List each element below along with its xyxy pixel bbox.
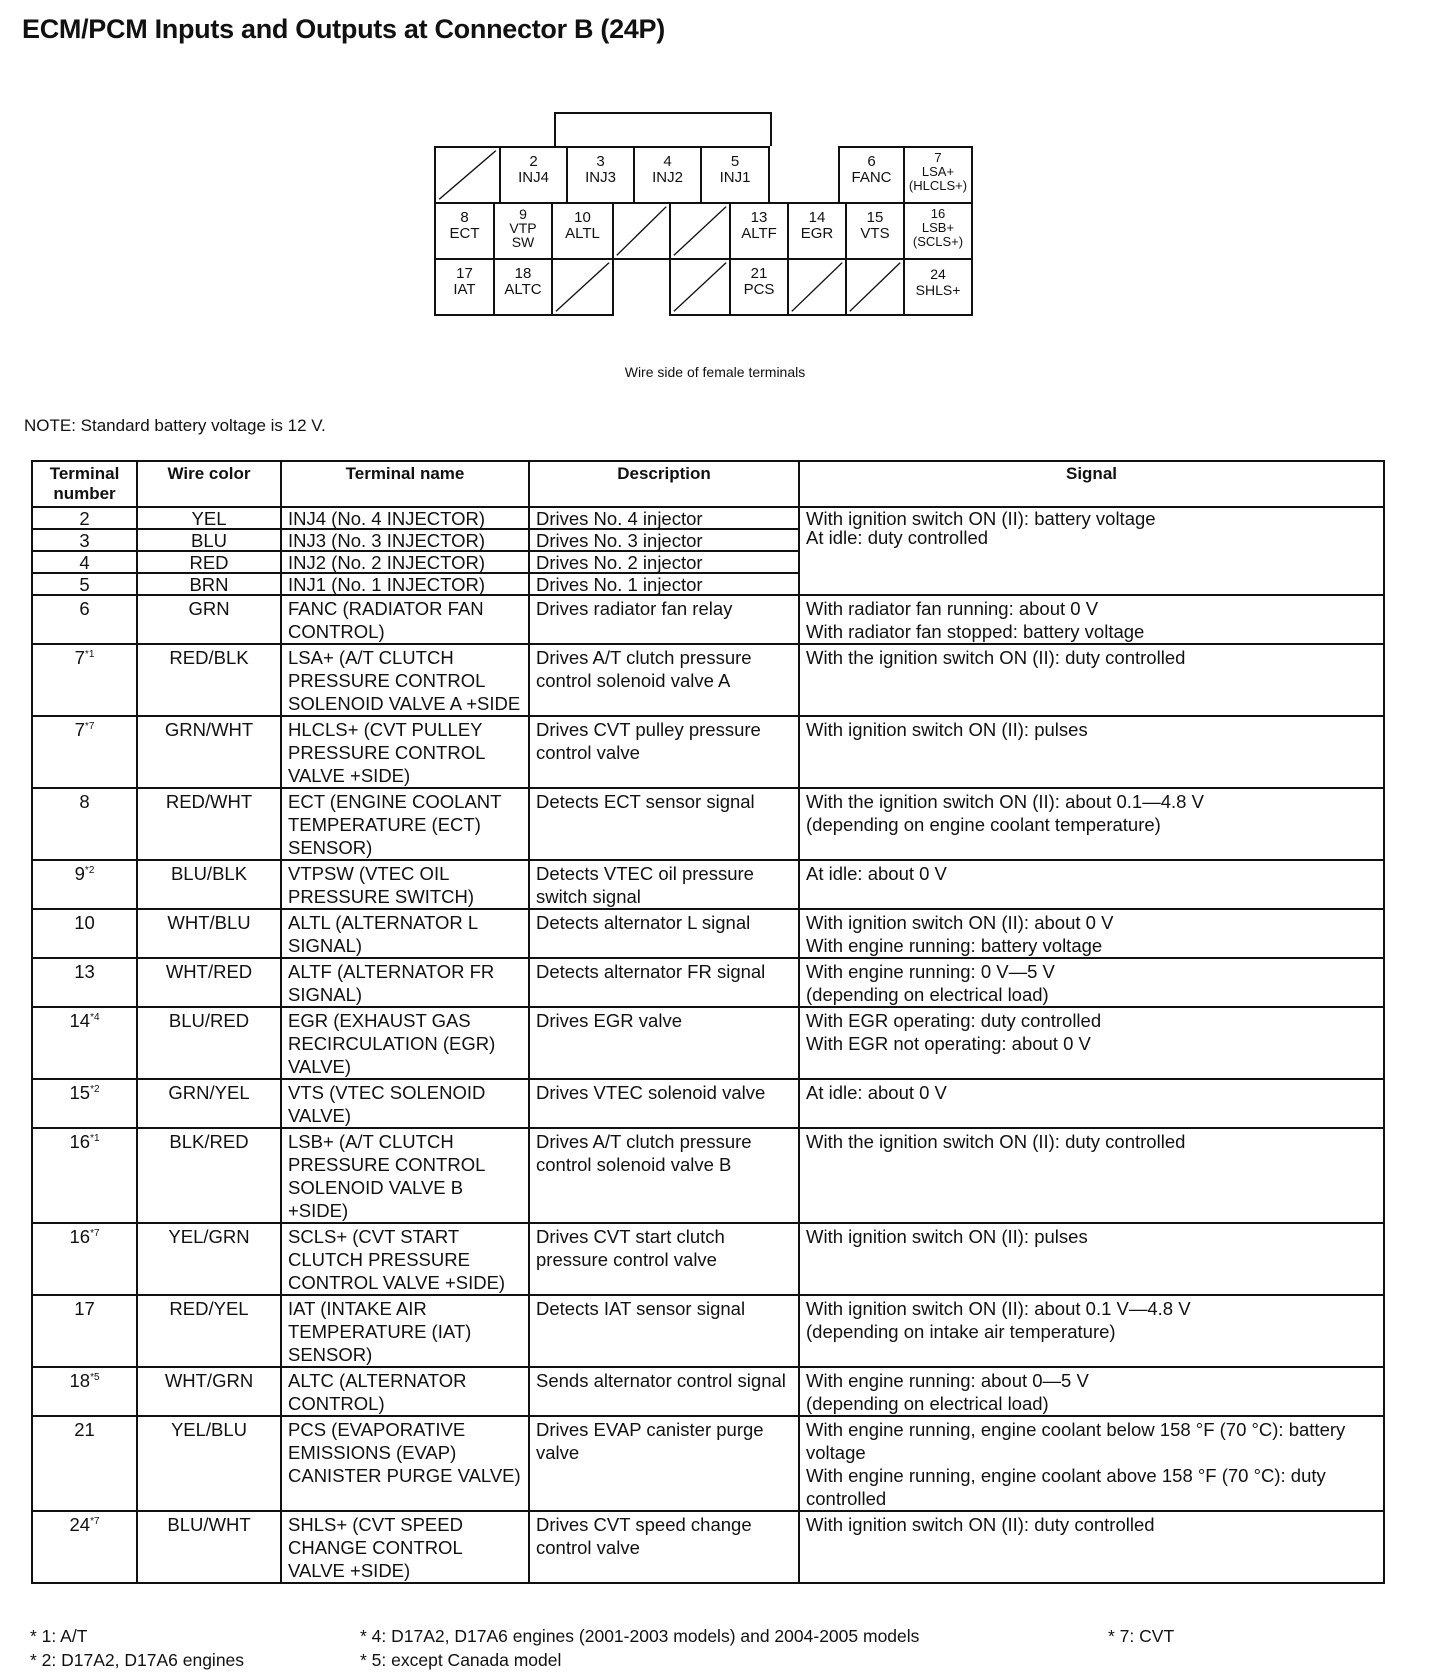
terminal-number-cell	[32, 573, 137, 595]
wire-color-cell: GRN/YEL	[137, 1079, 281, 1128]
signal-cell: With radiator fan running: about 0 V With radiator fan stopped: battery voltage	[799, 595, 1384, 644]
terminal-number-cell	[32, 1223, 137, 1295]
description-cell: Drives VTEC solenoid valve	[529, 1079, 799, 1128]
empty-terminal	[669, 202, 731, 260]
description-cell: Drives radiator fan relay	[529, 595, 799, 644]
terminal-number: 9	[74, 863, 85, 884]
signal-cell: With ignition switch ON (II): duty controlled	[799, 1511, 1384, 1583]
terminal-name-cell: SHLS+ (CVT SPEED CHANGE CONTROL VALVE +SIDE)	[281, 1511, 529, 1583]
description-cell: Drives No. 1 injector	[529, 573, 799, 595]
header-terminal-name: Terminal name	[281, 461, 529, 507]
signal-cell: With engine running: about 0—5 V (depending on electrical load)	[799, 1367, 1384, 1416]
empty-terminal	[612, 202, 671, 260]
terminal-number: 15	[69, 1082, 91, 1103]
terminal-name-cell: IAT (INTAKE AIR TEMPERATURE (IAT) SENSOR)	[281, 1295, 529, 1367]
terminal-name-cell: INJ1 (No. 1 INJECTOR)	[281, 573, 529, 595]
terminal-number-cell	[32, 595, 137, 644]
terminal-number-cell	[32, 909, 137, 958]
note-text: NOTE: Standard battery voltage is 12 V.	[24, 416, 326, 435]
terminal-number-cell	[32, 1128, 137, 1223]
signal-cell: With engine running: 0 V—5 V (depending on electrical load)	[799, 958, 1384, 1007]
footnote-ref: *1	[84, 648, 95, 660]
table-row	[32, 958, 1384, 1007]
terminal-number: 2	[79, 508, 90, 529]
footnote-ref: *4	[90, 1011, 100, 1023]
terminal-name-cell: EGR (EXHAUST GAS RECIRCULATION (EGR) VALVE)	[281, 1007, 529, 1079]
terminal-number: 13	[74, 961, 95, 982]
terminal-number-cell	[32, 788, 137, 860]
terminal-21: 21 PCS	[729, 258, 789, 316]
header-wire-color: Wire color	[137, 461, 281, 507]
terminal-4: 4 INJ2	[633, 146, 702, 204]
footnote-7: * 7: CVT	[1108, 1626, 1175, 1646]
terminal-18: 18 ALTC	[493, 258, 553, 316]
description-cell: Drives CVT start clutch pressure control valve	[529, 1223, 799, 1295]
footnote-ref: *1	[90, 1132, 100, 1144]
terminal-name-cell: ECT (ENGINE COOLANT TEMPERATURE (ECT) SENSOR)	[281, 788, 529, 860]
empty-terminal	[787, 258, 847, 316]
description-cell: Drives CVT speed change control valve	[529, 1511, 799, 1583]
wire-color-cell: YEL	[137, 507, 281, 529]
terminal-number-cell	[32, 529, 137, 551]
signal-cell: With the ignition switch ON (II): about 0.1—4.8 V (depending on engine coolant temperature)	[799, 788, 1384, 860]
wire-color-cell: YEL/BLU	[137, 1416, 281, 1511]
terminal-6: 6 FANC	[838, 146, 905, 204]
connector-key-tab	[554, 112, 772, 146]
description-cell: Drives EVAP canister purge valve	[529, 1416, 799, 1511]
signal-cell: With ignition switch ON (II): pulses	[799, 716, 1384, 788]
wire-color-cell: BLU/BLK	[137, 860, 281, 909]
terminal-number: 17	[74, 1298, 95, 1319]
footnote-ref: *2	[90, 1083, 100, 1095]
footnote-ref: *5	[90, 1371, 100, 1383]
table-row	[32, 1367, 1384, 1416]
wire-color-cell: WHT/GRN	[137, 1367, 281, 1416]
footnote-ref: *7	[90, 1515, 100, 1527]
signal-cell: With ignition switch ON (II): pulses	[799, 1223, 1384, 1295]
terminal-number-cell	[32, 1416, 137, 1511]
table-row	[32, 507, 1384, 529]
terminal-9: 9 VTP SW	[493, 202, 553, 260]
terminal-15: 15 VTS	[845, 202, 905, 260]
footnote-ref: *7	[90, 1227, 100, 1239]
table-row	[32, 788, 1384, 860]
terminal-5: 5 INJ1	[700, 146, 770, 204]
terminal-number: 24	[69, 1514, 91, 1535]
terminal-name-cell: ALTF (ALTERNATOR FR SIGNAL)	[281, 958, 529, 1007]
header-description: Description	[529, 461, 799, 507]
wire-color-cell: RED/YEL	[137, 1295, 281, 1367]
description-cell: Detects ECT sensor signal	[529, 788, 799, 860]
diagram-caption: Wire side of female terminals	[624, 364, 806, 380]
terminal-number-cell	[32, 644, 137, 716]
table-row	[32, 1223, 1384, 1295]
terminal-name-cell: HLCLS+ (CVT PULLEY PRESSURE CONTROL VALVE +SIDE)	[281, 716, 529, 788]
connector-diagram	[434, 112, 977, 322]
terminal-24: 24 SHLS+	[903, 258, 973, 316]
footnote-2: * 2: D17A2, D17A6 engines	[30, 1650, 245, 1670]
description-cell: Drives No. 2 injector	[529, 551, 799, 573]
table-body	[32, 507, 1384, 1583]
signal-cell: With ignition switch ON (II): about 0 V With engine running: battery voltage	[799, 909, 1384, 958]
footnote-1: * 1: A/T	[30, 1626, 88, 1646]
header-signal: Signal	[799, 461, 1384, 507]
signal-cell: With EGR operating: duty controlled With EGR not operating: about 0 V	[799, 1007, 1384, 1079]
description-cell: Detects alternator FR signal	[529, 958, 799, 1007]
terminal-number: 8	[79, 791, 90, 812]
table-row	[32, 1511, 1384, 1583]
terminal-number: 18	[69, 1370, 91, 1391]
description-cell: Sends alternator control signal	[529, 1367, 799, 1416]
terminal-number-cell	[32, 1367, 137, 1416]
table-row	[32, 1079, 1384, 1128]
signal-cell: At idle: about 0 V	[799, 1079, 1384, 1128]
terminal-name-cell: INJ2 (No. 2 INJECTOR)	[281, 551, 529, 573]
terminal-name-cell: LSB+ (A/T CLUTCH PRESSURE CONTROL SOLENOID VALVE B +SIDE)	[281, 1128, 529, 1223]
terminal-name-cell: VTS (VTEC SOLENOID VALVE)	[281, 1079, 529, 1128]
terminal-number-cell	[32, 958, 137, 1007]
terminal-8: 8 ECT	[434, 202, 495, 260]
page-title: ECM/PCM Inputs and Outputs at Connector B (24P)	[22, 14, 665, 44]
terminal-number: 5	[79, 574, 90, 595]
description-cell: Drives No. 4 injector	[529, 507, 799, 529]
terminal-3: 3 INJ3	[566, 146, 635, 204]
signal-cell: With ignition switch ON (II): battery voltage At idle: duty controlled	[799, 507, 1384, 595]
wire-color-cell: WHT/BLU	[137, 909, 281, 958]
table-row	[32, 909, 1384, 958]
empty-terminal	[434, 146, 501, 204]
terminal-number-cell	[32, 860, 137, 909]
header-terminal-number: Terminal number	[32, 461, 137, 507]
footnote-4: * 4: D17A2, D17A6 engines (2001-2003 models) and 2004-2005 models	[360, 1626, 920, 1646]
wire-color-cell: BLK/RED	[137, 1128, 281, 1223]
terminal-name-cell: SCLS+ (CVT START CLUTCH PRESSURE CONTROL VALVE +SIDE)	[281, 1223, 529, 1295]
terminal-13: 13 ALTF	[729, 202, 789, 260]
terminal-number-cell	[32, 507, 137, 529]
terminal-number: 6	[79, 598, 90, 619]
description-cell: Drives A/T clutch pressure control solenoid valve A	[529, 644, 799, 716]
table-row	[32, 1416, 1384, 1511]
description-cell: Drives No. 3 injector	[529, 529, 799, 551]
wire-color-cell: BLU/WHT	[137, 1511, 281, 1583]
terminal-number-cell	[32, 1295, 137, 1367]
table-row	[32, 595, 1384, 644]
description-cell: Drives EGR valve	[529, 1007, 799, 1079]
footnote-5: * 5: except Canada model	[360, 1650, 562, 1670]
wire-color-cell: RED	[137, 551, 281, 573]
terminal-number: 16	[69, 1226, 91, 1247]
terminal-10: 10 ALTL	[551, 202, 614, 260]
terminal-number: 14	[69, 1010, 91, 1031]
terminal-16: 16 LSB+ (SCLS+)	[903, 202, 973, 260]
table-row	[32, 644, 1384, 716]
terminal-14: 14 EGR	[787, 202, 847, 260]
table-row	[32, 716, 1384, 788]
wire-color-cell: RED/BLK	[137, 644, 281, 716]
terminal-name-cell: PCS (EVAPORATIVE EMISSIONS (EVAP) CANISTER PURGE VALVE)	[281, 1416, 529, 1511]
terminal-name-cell: FANC (RADIATOR FAN CONTROL)	[281, 595, 529, 644]
wire-color-cell: GRN/WHT	[137, 716, 281, 788]
wire-color-cell: BLU	[137, 529, 281, 551]
terminal-number-cell	[32, 551, 137, 573]
terminal-name-cell: LSA+ (A/T CLUTCH PRESSURE CONTROL SOLENOID VALVE A +SIDE	[281, 644, 529, 716]
empty-terminal	[551, 258, 614, 316]
table-row	[32, 1128, 1384, 1223]
terminal-name-cell: INJ3 (No. 3 INJECTOR)	[281, 529, 529, 551]
signal-cell: With the ignition switch ON (II): duty controlled	[799, 1128, 1384, 1223]
wire-color-cell: WHT/RED	[137, 958, 281, 1007]
empty-terminal	[845, 258, 905, 316]
terminal-17: 17 IAT	[434, 258, 495, 316]
table-row	[32, 1007, 1384, 1079]
terminal-name-cell: INJ4 (No. 4 INJECTOR)	[281, 507, 529, 529]
description-cell: Drives A/T clutch pressure control solenoid valve B	[529, 1128, 799, 1223]
signal-cell: At idle: about 0 V	[799, 860, 1384, 909]
terminal-name-cell: VTPSW (VTEC OIL PRESSURE SWITCH)	[281, 860, 529, 909]
description-cell: Detects VTEC oil pressure switch signal	[529, 860, 799, 909]
table-row	[32, 860, 1384, 909]
description-cell: Detects alternator L signal	[529, 909, 799, 958]
wire-color-cell: BLU/RED	[137, 1007, 281, 1079]
description-cell: Drives CVT pulley pressure control valve	[529, 716, 799, 788]
description-cell: Detects IAT sensor signal	[529, 1295, 799, 1367]
terminal-number-cell	[32, 1079, 137, 1128]
signal-cell: With engine running, engine coolant below 158 °F (70 °C): battery voltage With engine running, engine coolant above 158 °F (70 °C): duty controlled	[799, 1416, 1384, 1511]
terminal-number-cell	[32, 716, 137, 788]
terminal-2: 2 INJ4	[499, 146, 568, 204]
wire-color-cell: BRN	[137, 573, 281, 595]
terminal-name-cell: ALTC (ALTERNATOR CONTROL)	[281, 1367, 529, 1416]
terminal-name-cell: ALTL (ALTERNATOR L SIGNAL)	[281, 909, 529, 958]
terminal-number-cell	[32, 1007, 137, 1079]
terminal-number: 21	[74, 1419, 95, 1440]
footnote-ref: *2	[84, 864, 95, 876]
signal-cell: With the ignition switch ON (II): duty controlled	[799, 644, 1384, 716]
terminal-7: 7 LSA+ (HLCLS+)	[903, 146, 973, 204]
wire-color-cell: YEL/GRN	[137, 1223, 281, 1295]
signal-cell: With ignition switch ON (II): about 0.1 V—4.8 V (depending on intake air temperature)	[799, 1295, 1384, 1367]
empty-terminal	[669, 258, 731, 316]
wire-color-cell: GRN	[137, 595, 281, 644]
terminal-number: 7	[74, 719, 85, 740]
io-table	[31, 460, 1385, 1584]
terminal-number: 7	[74, 647, 85, 668]
terminal-number-cell	[32, 1511, 137, 1583]
footnote-ref: *7	[84, 720, 95, 732]
terminal-number: 10	[74, 912, 95, 933]
terminal-number: 4	[79, 552, 90, 573]
wire-color-cell: RED/WHT	[137, 788, 281, 860]
table-row	[32, 1295, 1384, 1367]
terminal-number: 3	[79, 530, 90, 551]
terminal-number: 16	[69, 1131, 91, 1152]
